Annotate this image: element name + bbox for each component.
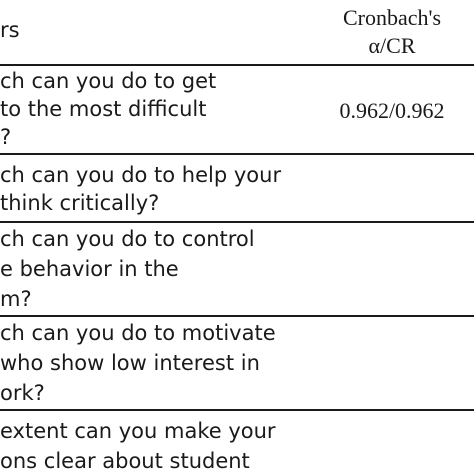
row-3-line-3: m? — [0, 287, 32, 311]
row-divider — [0, 315, 474, 317]
row-4-line-1: ch can you do to motivate — [0, 321, 276, 345]
row-5-line-2: ons clear about student — [0, 449, 250, 473]
header-reliability-line1: Cronbach's — [342, 5, 442, 30]
row-1-line-3: ? — [0, 125, 12, 149]
row-4-line-3: ork? — [0, 381, 45, 405]
row-1-reliability-value: 0.962/0.962 — [339, 98, 445, 123]
row-2-line-1: ch can you do to help your — [0, 163, 282, 187]
header-reliability-line2: α/CR — [368, 33, 416, 58]
row-divider — [0, 153, 474, 155]
row-1-line-2: to the most difficult — [0, 97, 207, 121]
row-4-line-2: who show low interest in — [0, 351, 260, 375]
row-divider — [0, 409, 474, 411]
row-3-line-2: e behavior in the — [0, 257, 179, 281]
row-2-line-2: think critically? — [0, 191, 160, 215]
header-items-label: rs — [0, 18, 20, 42]
row-5-line-1: extent can you make your — [0, 419, 276, 443]
row-divider — [0, 221, 474, 223]
row-3-line-1: ch can you do to control — [0, 227, 255, 251]
header-rule — [0, 64, 474, 66]
row-1-line-1: ch can you do to get — [0, 69, 217, 93]
